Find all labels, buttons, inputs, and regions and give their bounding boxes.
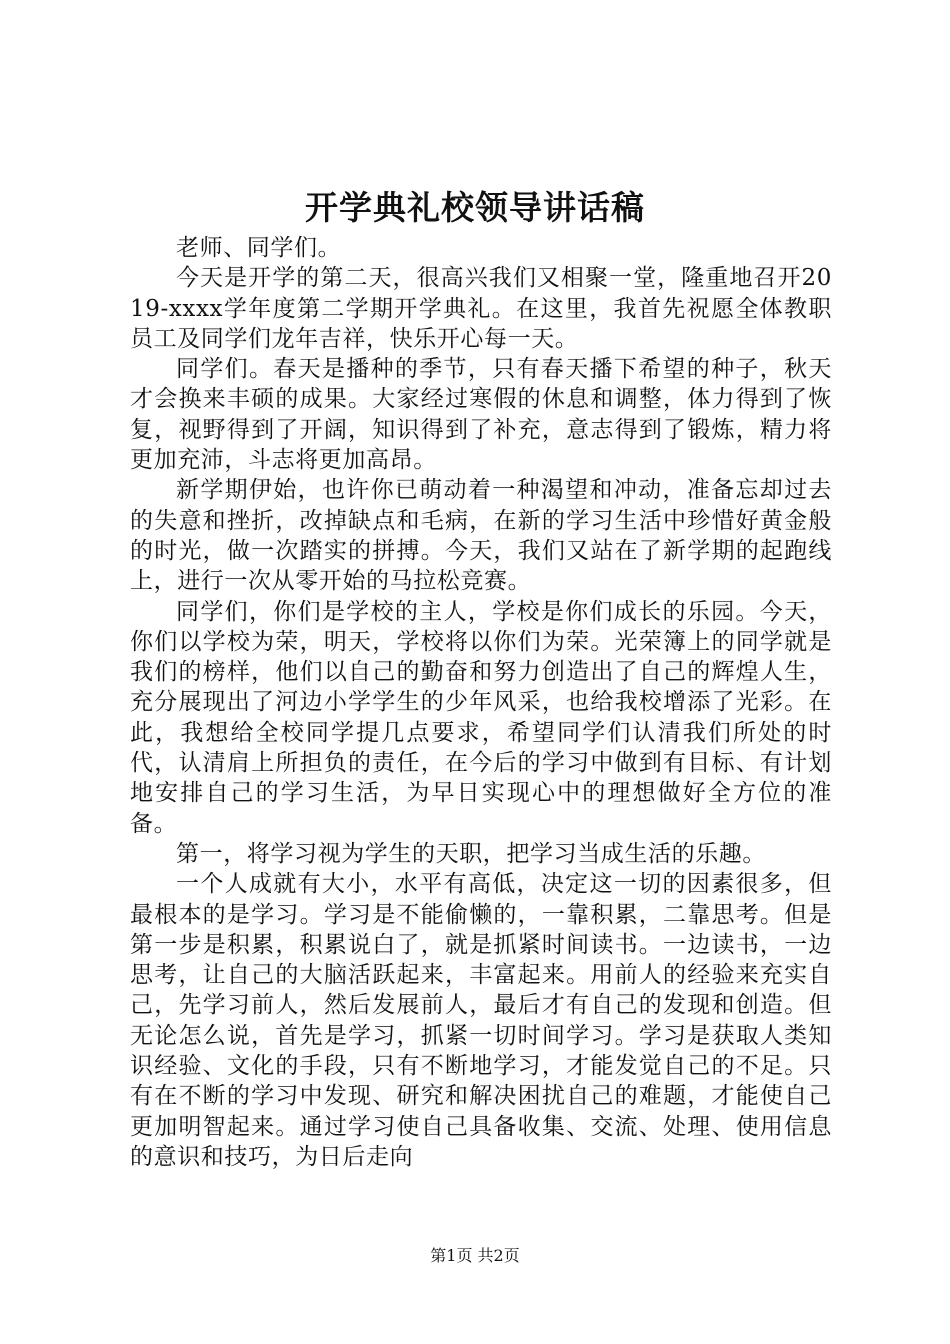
paragraph-opening: 今天是开学的第二天，很高兴我们又相聚一堂，隆重地召开2019-xxxx学年度第二学期开学典礼。在这里，我首先祝愿全体教职员工及同学们龙年吉祥，快乐开心每一天。	[130, 265, 832, 352]
paragraph-learning: 一个人成就有大小，水平有高低，决定这一切的因素很多，但最根本的是学习。学习是不能偷懒的，一靠积累，二靠思考。但是第一步是积累，积累说白了，就是抓紧时间读书。一边读书，一边思考，让自己的大脑活跃起来，丰富起来。用前人的经验来充实自己，先学习前人，然后发展前人，最后才有自己的发现和创造。但无论怎么说，首先是学习，抓紧一切时间学习。学习是获取人类知识经验、文化的手段，只有不断地学习，才能发觉自己的不足。只有在不断的学习中发现、研究和解决困扰自己的难题，才能使自己更加明智起来。通过学习使自己具备收集、交流、处理、使用信息的意识和技巧，为日后走向	[130, 871, 832, 1170]
document-body	[130, 233, 832, 1172]
page-number-footer: 第1页 共2页	[430, 1246, 520, 1265]
paragraph-greeting: 老师、同学们。	[176, 235, 342, 261]
paragraph-new-semester: 新学期伊始，也许你已萌动着一种渴望和冲动，准备忘却过去的失意和挫折，改掉缺点和毛病，在新的学习生活中珍惜好黄金般的时光，做一次踏实的拼搏。今天，我们又站在了新学期的起跑线上，进行一次从零开始的马拉松竞赛。	[130, 477, 832, 595]
document-title: 开学典礼校领导讲话稿	[305, 188, 645, 227]
paragraph-school-masters: 同学们，你们是学校的主人，学校是你们成长的乐园。今天，你们以学校为荣，明天，学校将以你们为荣。光荣簿上的同学就是我们的榜样，他们以自己的勤奋和努力创造出了自己的辉煌人生，充分展现出了河边小学学生的少年风采，也给我校增添了光彩。在此，我想给全校同学提几点要求，希望同学们认清我们所处的时代，认清肩上所担负的责任，在今后的学习中做到有目标、有计划地安排自己的学习生活，为早日实现心中的理想做好全方位的准备。	[130, 598, 832, 837]
paragraph-point-one: 第一，将学习视为学生的天职，把学习当成生活的乐趣。	[176, 840, 766, 867]
paragraph-spring: 同学们。春天是播种的季节，只有春天播下希望的种子，秋天才会换来丰硕的成果。大家经过寒假的休息和调整，体力得到了恢复，视野得到了开阔，知识得到了补充，意志得到了锻炼，精力将更加充沛，斗志将更加高昂。	[130, 356, 832, 474]
